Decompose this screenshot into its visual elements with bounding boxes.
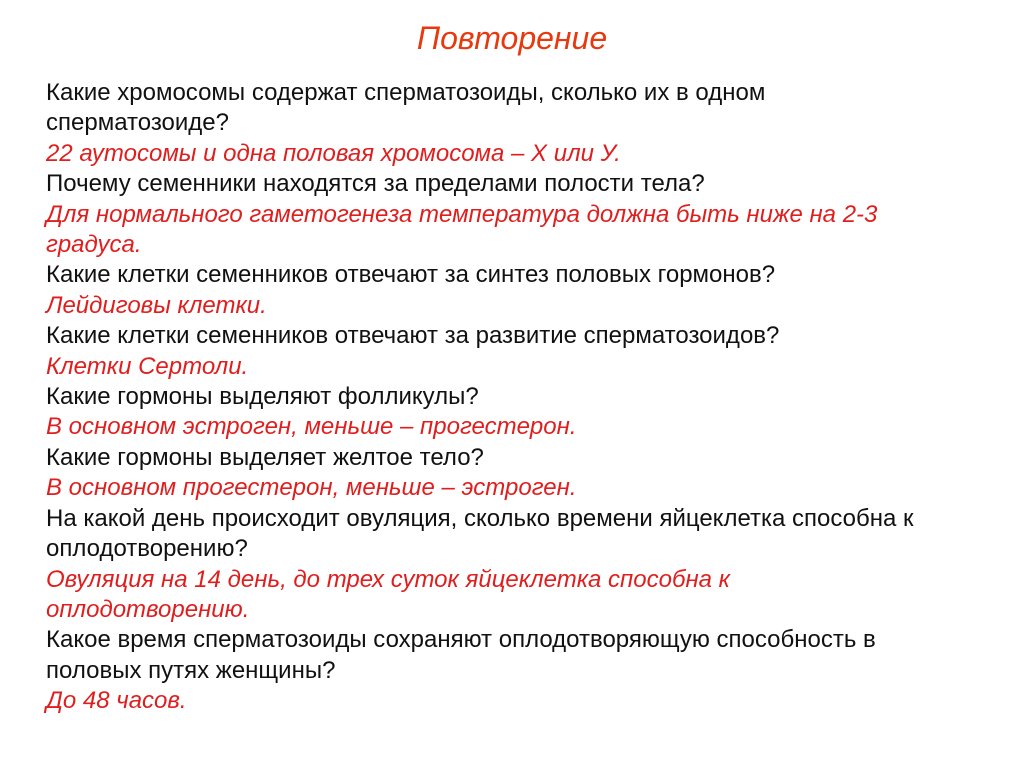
answer-line: Лейдиговы клетки. [46, 291, 267, 319]
question-line: Какие хромосомы содержат сперматозоиды, сколько их в одном [46, 79, 766, 106]
question-line: Какие гормоны выделяет желтое тело? [46, 443, 484, 471]
question-line: Какие клетки семенников отвечают за развитие сперматозоидов? [46, 322, 780, 350]
answer-line: В основном прогестерон, меньше – эстроген. [46, 474, 577, 502]
question-line: половых путях женщины? [46, 656, 336, 684]
answer-line: В основном эстроген, меньше – прогестерон. [46, 413, 577, 441]
slide-body [46, 78, 1006, 717]
question-line: сперматозоиде? [46, 109, 229, 137]
answer-line: До 48 часов. [46, 687, 187, 715]
answer-line: градуса. [46, 231, 142, 259]
question-line: оплодотворению? [46, 535, 248, 563]
question-line: Почему семенники находятся за пределами полости тела? [46, 170, 705, 198]
answer-line: Клетки Сертоли. [46, 352, 249, 380]
question-line: На какой день происходит овуляция, сколько времени яйцеклетка способна к [46, 504, 914, 532]
answer-line: Для нормального гаметогенеза температура должна быть ниже на 2-3 [46, 200, 878, 228]
answer-line: Овуляция на 14 день, до трех суток яйцеклетка способна к [46, 565, 730, 593]
answer-line: 22 аутосомы и одна половая хромосома – Х или У. [46, 139, 621, 167]
question-line: Какие клетки семенников отвечают за синтез половых гормонов? [46, 261, 776, 289]
question-line: Какие гормоны выделяют фолликулы? [46, 383, 479, 411]
slide-title: Повторение [416, 20, 608, 56]
question-line: Какое время сперматозоиды сохраняют оплодотворяющую способность в [46, 626, 876, 654]
answer-line: оплодотворению. [46, 595, 250, 623]
